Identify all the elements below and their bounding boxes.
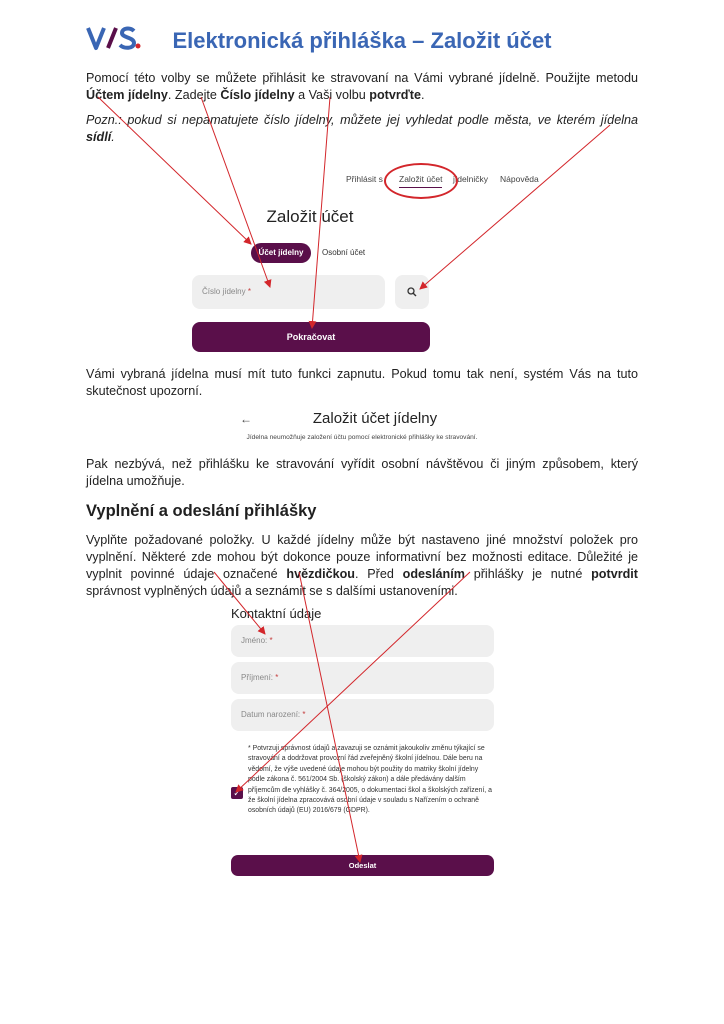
paragraph-function-enabled: Vámi vybraná jídelna musí mít tuto funkci zapnutu. Pokud tomu tak není, systém Vás na tuto skutečnost upozorní. [86,367,638,398]
submit-button[interactable]: Odeslat [231,855,494,876]
canteen-number-placeholder: Číslo jídelny [202,287,246,296]
section-paragraph: Vyplňte požadované položky. U každé jídelny může být nastaveno jiné množství položek pro vyplnění. Některé zde mohou být dokonce pouze informativní bez možnosti editace. Důležité je vyplnit povinné údaje označené hvězdičkou. Před odesláním přihlášky je nutné potvrdit správnost vyplněných údajů a seznámit se s dalšími ustanoveními. [86,533,638,598]
consent-text: * Potvrzuji správnost údajů a zavazuji se oznámit jakoukoliv změnu týkající se stravování a dodržovat provozní řád zveřejněný školní jídelnou. Dále beru na vědomí, že výše uvedené údaje mohou být použity do matriky školní jídelny podle zákona č. 561/2004 Sb. (školský zákon) a dále předávány dalším příjemcům dle vyhlášky č. 364/2005, o dokumentaci škol a školských zařízení, a že školní jídelna zpracovává osobní údaje v souladu s Nařízením o ochraně osobních údajů (EU) 2016/679 (GDPR). [248,745,492,815]
tab-personal-account[interactable]: Osobní účet [322,248,366,257]
paragraph-personal-visit: Pak nezbývá, než přihlášku ke stravování vyřídit osobní návštěvou či jiným způsobem, který jídelna umožňuje. [86,457,638,488]
intro-paragraph: Pomocí této volby se můžete přihlásit ke stravovaní na Vámi vybrané jídelně. Použijte metodu Účtem jídelny. Zadejte Číslo jídelny a Vaši volbu potvrďte. [86,71,638,102]
birth-date-input[interactable] [231,699,494,731]
create-canteen-account-title: Založit účet jídelny [312,410,438,427]
canteen-number-input[interactable] [192,275,385,309]
intro-note: Pozn.: pokud si nepamatujete číslo jídelny, můžete jej vyhledat podle města, ve kterém jídelna sídlí. [86,113,638,144]
continue-button[interactable]: Pokračovat [192,322,430,352]
required-star: * [247,287,251,296]
arrow-to-search [420,125,610,289]
required-star: * [302,710,306,719]
consent-checkbox[interactable]: ✓ [231,787,243,799]
nav-menus[interactable]: jídelničky [453,174,488,184]
required-star: * [275,673,279,682]
magnifier-icon [407,287,417,297]
contact-details-title: Kontaktní údaje [231,606,322,621]
create-account-title: Založit účet [266,207,354,226]
page-title: Elektronická přihláška – Založit účet [172,28,552,53]
last-name-label: Příjmení: [241,673,274,682]
search-button[interactable] [395,275,429,309]
highlight-circle [384,163,458,199]
vis-logo [86,24,142,52]
nav-help[interactable]: Nápověda [500,174,539,184]
required-star: * [269,636,273,645]
first-name-input[interactable] [231,625,494,657]
back-arrow-icon[interactable]: ← [240,412,252,426]
birth-date-label: Datum narození: [241,710,301,719]
nav-create-account[interactable]: Založit účet [399,174,442,188]
first-name-label: Jméno: [241,636,268,645]
section-heading: Vyplnění a odeslání přihlášky [86,502,317,520]
nav-login[interactable]: Přihlásit s [346,174,383,184]
tab-canteen-account[interactable]: Účet jídelny [251,243,311,263]
last-name-input[interactable] [231,662,494,694]
canteen-disabled-message: Jídelna neumožňuje založení účtu pomocí elektronické přihlášky ke stravování. [246,434,478,441]
